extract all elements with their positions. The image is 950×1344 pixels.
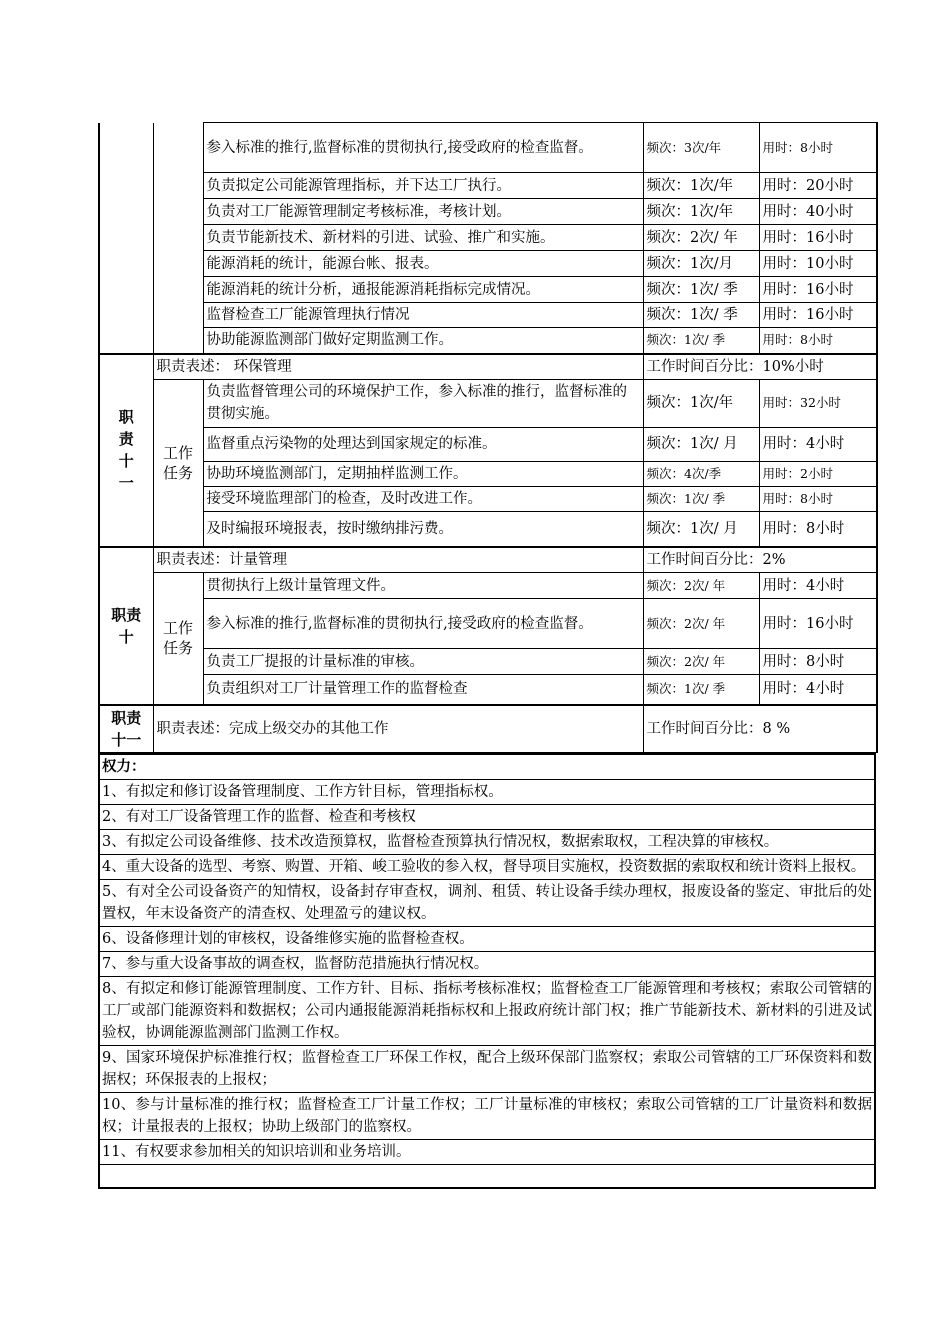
power-item: 1、有拟定和修订设备管理制度、工作方针目标，管理指标权。 bbox=[99, 780, 875, 805]
power-item: 10、参与计量标准的推行权；监督检查工厂计量工作权；工厂计量标准的审核权；索取公司管辖的工厂计量资料和数据权；计量报表的上报权；协助上级部门的监察权。 bbox=[99, 1093, 875, 1140]
task-frequency: 频次：4次/季 bbox=[643, 461, 759, 486]
power-item: 8、有拟定和修订能源管理制度、工作方针、目标、指标考核标准权；监督检查工厂能源管理和考核权；索取公司管辖的工厂或部门能源资料和数据权；公司内通报能源消耗指标权和上报政府统计部门权；推广节能新技术、新材料的引进及试验权，协调能源监测部门监测工作权。 bbox=[99, 977, 875, 1046]
work-time-percent: 工作时间百分比：2% bbox=[643, 547, 877, 573]
task-text: 及时编报环境报表，按时缴纳排污费。 bbox=[203, 511, 643, 547]
duty-description-row bbox=[99, 705, 877, 753]
task-frequency: 频次：1次/ 月 bbox=[643, 427, 759, 461]
task-duration: 用时：16小时 bbox=[759, 277, 877, 303]
powers-title: 权力： bbox=[99, 754, 875, 780]
task-frequency: 频次：1次/ 季 bbox=[643, 303, 759, 328]
task-row bbox=[99, 123, 877, 173]
work-time-percent: 工作时间百分比：10%小时 bbox=[643, 354, 877, 380]
task-frequency: 频次：1次/年 bbox=[643, 173, 759, 199]
task-frequency: 频次：1次/年 bbox=[643, 379, 759, 427]
task-text: 负责监督管理公司的环境保护工作，参入标准的推行，监督标准的贯彻实施。 bbox=[203, 379, 643, 427]
task-row bbox=[99, 675, 877, 705]
task-frequency: 频次：3次/年 bbox=[643, 123, 759, 173]
blank-row bbox=[99, 1165, 875, 1189]
task-text: 协助环境监测部门，定期抽样监测工作。 bbox=[203, 461, 643, 486]
task-text: 负责工厂提报的计量标准的审核。 bbox=[203, 649, 643, 675]
work-task-label: 工作任务 bbox=[153, 573, 203, 705]
task-row bbox=[99, 511, 877, 547]
task-text: 能源消耗的统计，能源台帐、报表。 bbox=[203, 251, 643, 277]
task-duration: 用时：8小时 bbox=[759, 486, 877, 511]
task-duration: 用时：16小时 bbox=[759, 225, 877, 251]
task-row bbox=[99, 599, 877, 649]
task-row bbox=[99, 277, 877, 303]
duty-description: 职责表述： 环保管理 bbox=[153, 354, 643, 380]
task-duration: 用时：32小时 bbox=[759, 379, 877, 427]
task-frequency: 频次：1次/ 月 bbox=[643, 511, 759, 547]
power-item: 7、参与重大设备事故的调查权，监督防范措施执行情况权。 bbox=[99, 952, 875, 977]
task-frequency: 频次：2次/ 年 bbox=[643, 649, 759, 675]
task-duration: 用时：4小时 bbox=[759, 573, 877, 599]
task-text: 负责组织对工厂计量管理工作的监督检查 bbox=[203, 675, 643, 705]
task-row bbox=[99, 427, 877, 461]
task-duration: 用时：4小时 bbox=[759, 675, 877, 705]
task-duration: 用时：16小时 bbox=[759, 599, 877, 649]
task-text: 协助能源监测部门做好定期监测工作。 bbox=[203, 328, 643, 354]
task-frequency: 频次：1次/ 季 bbox=[643, 486, 759, 511]
task-text: 监督检查工厂能源管理执行情况 bbox=[203, 303, 643, 328]
powers-table bbox=[98, 753, 876, 1189]
task-text: 负责对工厂能源管理制定考核标准，考核计划。 bbox=[203, 199, 643, 225]
task-duration: 用时：8小时 bbox=[759, 328, 877, 354]
task-frequency: 频次：1次/ 季 bbox=[643, 675, 759, 705]
task-row bbox=[99, 328, 877, 354]
duty-header: 职责十一 bbox=[99, 705, 153, 753]
power-item: 2、有对工厂设备管理工作的监督、检查和考核权 bbox=[99, 805, 875, 830]
duty-description-row bbox=[99, 547, 877, 573]
task-text: 负责节能新技术、新材料的引进、试验、推广和实施。 bbox=[203, 225, 643, 251]
duties-table bbox=[98, 122, 878, 753]
duty-description: 职责表述：计量管理 bbox=[153, 547, 643, 573]
task-frequency: 频次：1次/ 季 bbox=[643, 328, 759, 354]
work-label-cell bbox=[153, 123, 203, 354]
task-duration: 用时：8小时 bbox=[759, 123, 877, 173]
task-frequency: 频次：2次/ 年 bbox=[643, 225, 759, 251]
work-task-label: 工作任务 bbox=[153, 379, 203, 547]
duty-header-cell bbox=[99, 123, 153, 354]
task-text: 负责拟定公司能源管理指标，并下达工厂执行。 bbox=[203, 173, 643, 199]
task-frequency: 频次：1次/月 bbox=[643, 251, 759, 277]
work-time-percent: 工作时间百分比：8 % bbox=[643, 705, 877, 753]
task-duration: 用时：8小时 bbox=[759, 511, 877, 547]
duty-header: 职责十 bbox=[99, 547, 153, 705]
task-row bbox=[99, 225, 877, 251]
task-duration: 用时：16小时 bbox=[759, 303, 877, 328]
power-item: 3、有拟定公司设备维修、技术改造预算权，监督检查预算执行情况权，数据索取权，工程决算的审核权。 bbox=[99, 830, 875, 855]
task-row bbox=[99, 303, 877, 328]
task-duration: 用时：40小时 bbox=[759, 199, 877, 225]
power-item: 6、设备修理计划的审核权，设备维修实施的监督检查权。 bbox=[99, 927, 875, 952]
power-item: 4、重大设备的选型、考察、购置、开箱、峻工验收的参入权，督导项目实施权，投资数据的索取权和统计资料上报权。 bbox=[99, 855, 875, 880]
task-row bbox=[99, 199, 877, 225]
task-duration: 用时：4小时 bbox=[759, 427, 877, 461]
power-item: 11、有权要求参加相关的知识培训和业务培训。 bbox=[99, 1140, 875, 1165]
task-duration: 用时：10小时 bbox=[759, 251, 877, 277]
task-frequency: 频次：1次/年 bbox=[643, 199, 759, 225]
task-frequency: 频次：2次/ 年 bbox=[643, 599, 759, 649]
task-row bbox=[99, 379, 877, 427]
task-row bbox=[99, 649, 877, 675]
task-duration: 用时：20小时 bbox=[759, 173, 877, 199]
task-duration: 用时：8小时 bbox=[759, 649, 877, 675]
power-item: 5、有对全公司设备资产的知情权，设备封存审查权，调剂、租赁、转让设备手续办理权，报废设备的鉴定、审批后的处置权，年末设备资产的清查权、处理盈亏的建议权。 bbox=[99, 880, 875, 927]
task-text: 能源消耗的统计分析，通报能源消耗指标完成情况。 bbox=[203, 277, 643, 303]
task-row bbox=[99, 573, 877, 599]
task-frequency: 频次：1次/ 季 bbox=[643, 277, 759, 303]
task-text: 贯彻执行上级计量管理文件。 bbox=[203, 573, 643, 599]
task-row bbox=[99, 461, 877, 486]
duty-description-row bbox=[99, 354, 877, 380]
duty-description: 职责表述：完成上级交办的其他工作 bbox=[153, 705, 643, 753]
task-duration: 用时：2小时 bbox=[759, 461, 877, 486]
task-row bbox=[99, 486, 877, 511]
power-item: 9、国家环境保护标准推行权；监督检查工厂环保工作权，配合上级环保部门监察权；索取公司管辖的工厂环保资料和数据权；环保报表的上报权； bbox=[99, 1046, 875, 1093]
task-text: 接受环境监理部门的检查，及时改进工作。 bbox=[203, 486, 643, 511]
job-description-document bbox=[98, 122, 876, 1189]
duty-header: 职责十一 bbox=[99, 354, 153, 548]
task-text: 监督重点污染物的处理达到国家规定的标准。 bbox=[203, 427, 643, 461]
task-row bbox=[99, 251, 877, 277]
task-row bbox=[99, 173, 877, 199]
task-text: 参入标准的推行,监督标准的贯彻执行,接受政府的检查监督。 bbox=[203, 123, 643, 173]
task-frequency: 频次：2次/ 年 bbox=[643, 573, 759, 599]
task-text: 参入标准的推行,监督标准的贯彻执行,接受政府的检查监督。 bbox=[203, 599, 643, 649]
